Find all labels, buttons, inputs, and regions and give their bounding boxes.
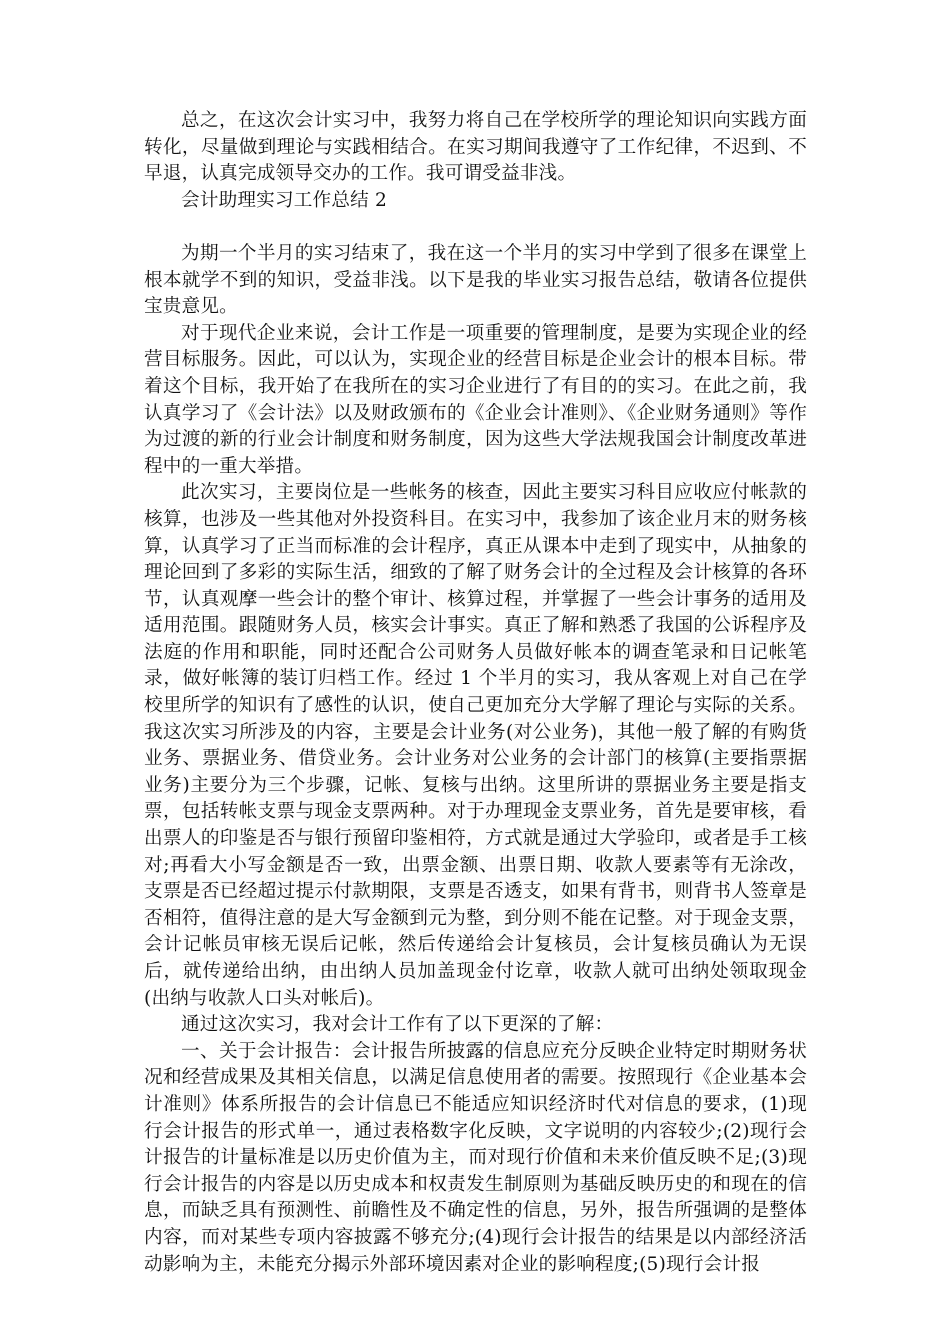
paragraph-conclusion: 总之，在这次会计实习中，我努力将自己在学校所学的理论知识向实践方面转化，尽量做到理论与实践相结合。在实习期间我遵守了工作纪律，不迟到、不早退，认真完成领导交办的工作。我可谓受益非浅。 [144, 110, 807, 185]
paragraph-understanding: 通过这次实习，我对会计工作有了以下更深的了解： [181, 1014, 614, 1036]
blank-line [144, 214, 807, 241]
paragraph-accounting-report: 一、关于会计报告：会计报告所披露的信息应充分反映企业特定时期财务状况和经营成果及其相关信息，以满足信息使用者的需要。按照现行《企业基本会计准则》体系所报告的会计信息已不能适应知识经济时代对信息的要求，(1)现行会计报告的形式单一，通过表格数字化反映，文字说明的内容较少;(2)现行会计报告的计量标准是以历史价值为主，而对现行价值和未来价值反映不足;(3)现行会计报告的内容是以历史成本和权责发生制原则为基础反映历史的和现在的信息，而缺乏具有预测性、前瞻性及不确定性的信息，另外，报告所强调的是整体内容，而对某些专项内容披露不够充分;(4)现行会计报告的结果是以内部经济活动影响为主，未能充分揭示外部环境因素对企业的影响程度;(5)现行会计报 [144, 1040, 807, 1275]
paragraph-modern-enterprise: 对于现代企业来说，会计工作是一项重要的管理制度，是要为实现企业的经营目标服务。因此，可以认为，实现企业的经营目标是企业会计的根本目标。带着这个目标，我开始了在我所在的实习企业进行了有目的的实习。在此之前，我认真学习了《会计法》以及财政颁布的《企业会计准则》、《企业财务通则》等作为过渡的新的行业会计制度和财务制度，因为这些大学法规我国会计制度改革进程中的一重大举措。 [144, 322, 807, 477]
paragraph-intro: 为期一个半月的实习结束了，我在这一个半月的实习中学到了很多在课堂上根本就学不到的知识，受益非浅。以下是我的毕业实习报告总结，敬请各位提供宝贵意见。 [144, 242, 807, 318]
document-body [144, 108, 807, 1278]
paragraph-internship-details: 此次实习，主要岗位是一些帐务的核查，因此主要实习科目应收应付帐款的核算，也涉及一些其他对外投资科目。在实习中，我参加了该企业月末的财务核算，认真学习了正当而标准的会计程序，真正从课本中走到了现实中，从抽象的理论回到了多彩的实际生活，细致的了解了财务会计的全过程及会计核算的各环节，认真观摩一些会计的整个审计、核算过程，并掌握了一些会计事务的适用及适用范围。跟随财务人员，核实会计事实。真正了解和熟悉了我国的公诉程序及法庭的作用和职能，同时还配合公司财务人员做好帐本的调查笔录和日记帐笔录，做好帐簿的装订归档工作。经过 1 个半月的实习，我从客观上对自己在学校里所学的知识有了感性的认识，使自己更加充分大学解了理论与实际的关系。我这次实习所涉及的内容，主要是会计业务(对公业务)，其他一般了解的有购货业务、票据业务、借贷业务。会计业务对公业务的会计部门的核算(主要指票据业务)主要分为三个步骤，记帐、复核与出纳。这里所讲的票据业务主要是指支票，包括转帐支票与现金支票两种。对于办理现金支票业务，首先是要审核，看出票人的印鉴是否与银行预留印鉴相符，方式就是通过大学验印，或者是手工核对;再看大小写金额是否一致，出票金额、出票日期、收款人要素等有无涂改，支票是否已经超过提示付款期限，支票是否透支，如果有背书，则背书人签章是否相符，值得注意的是大写金额到元为整，到分则不能在记整。对于现金支票，会计记帐员审核无误后记帐，然后传递给会计复核员，会计复核员确认为无误后，就传递给出纳，由出纳人员加盖现金付讫章，收款人就可出纳处领取现金(出纳与收款人口头对帐后)。 [144, 482, 807, 1009]
section-heading: 会计助理实习工作总结 2 [181, 189, 388, 211]
